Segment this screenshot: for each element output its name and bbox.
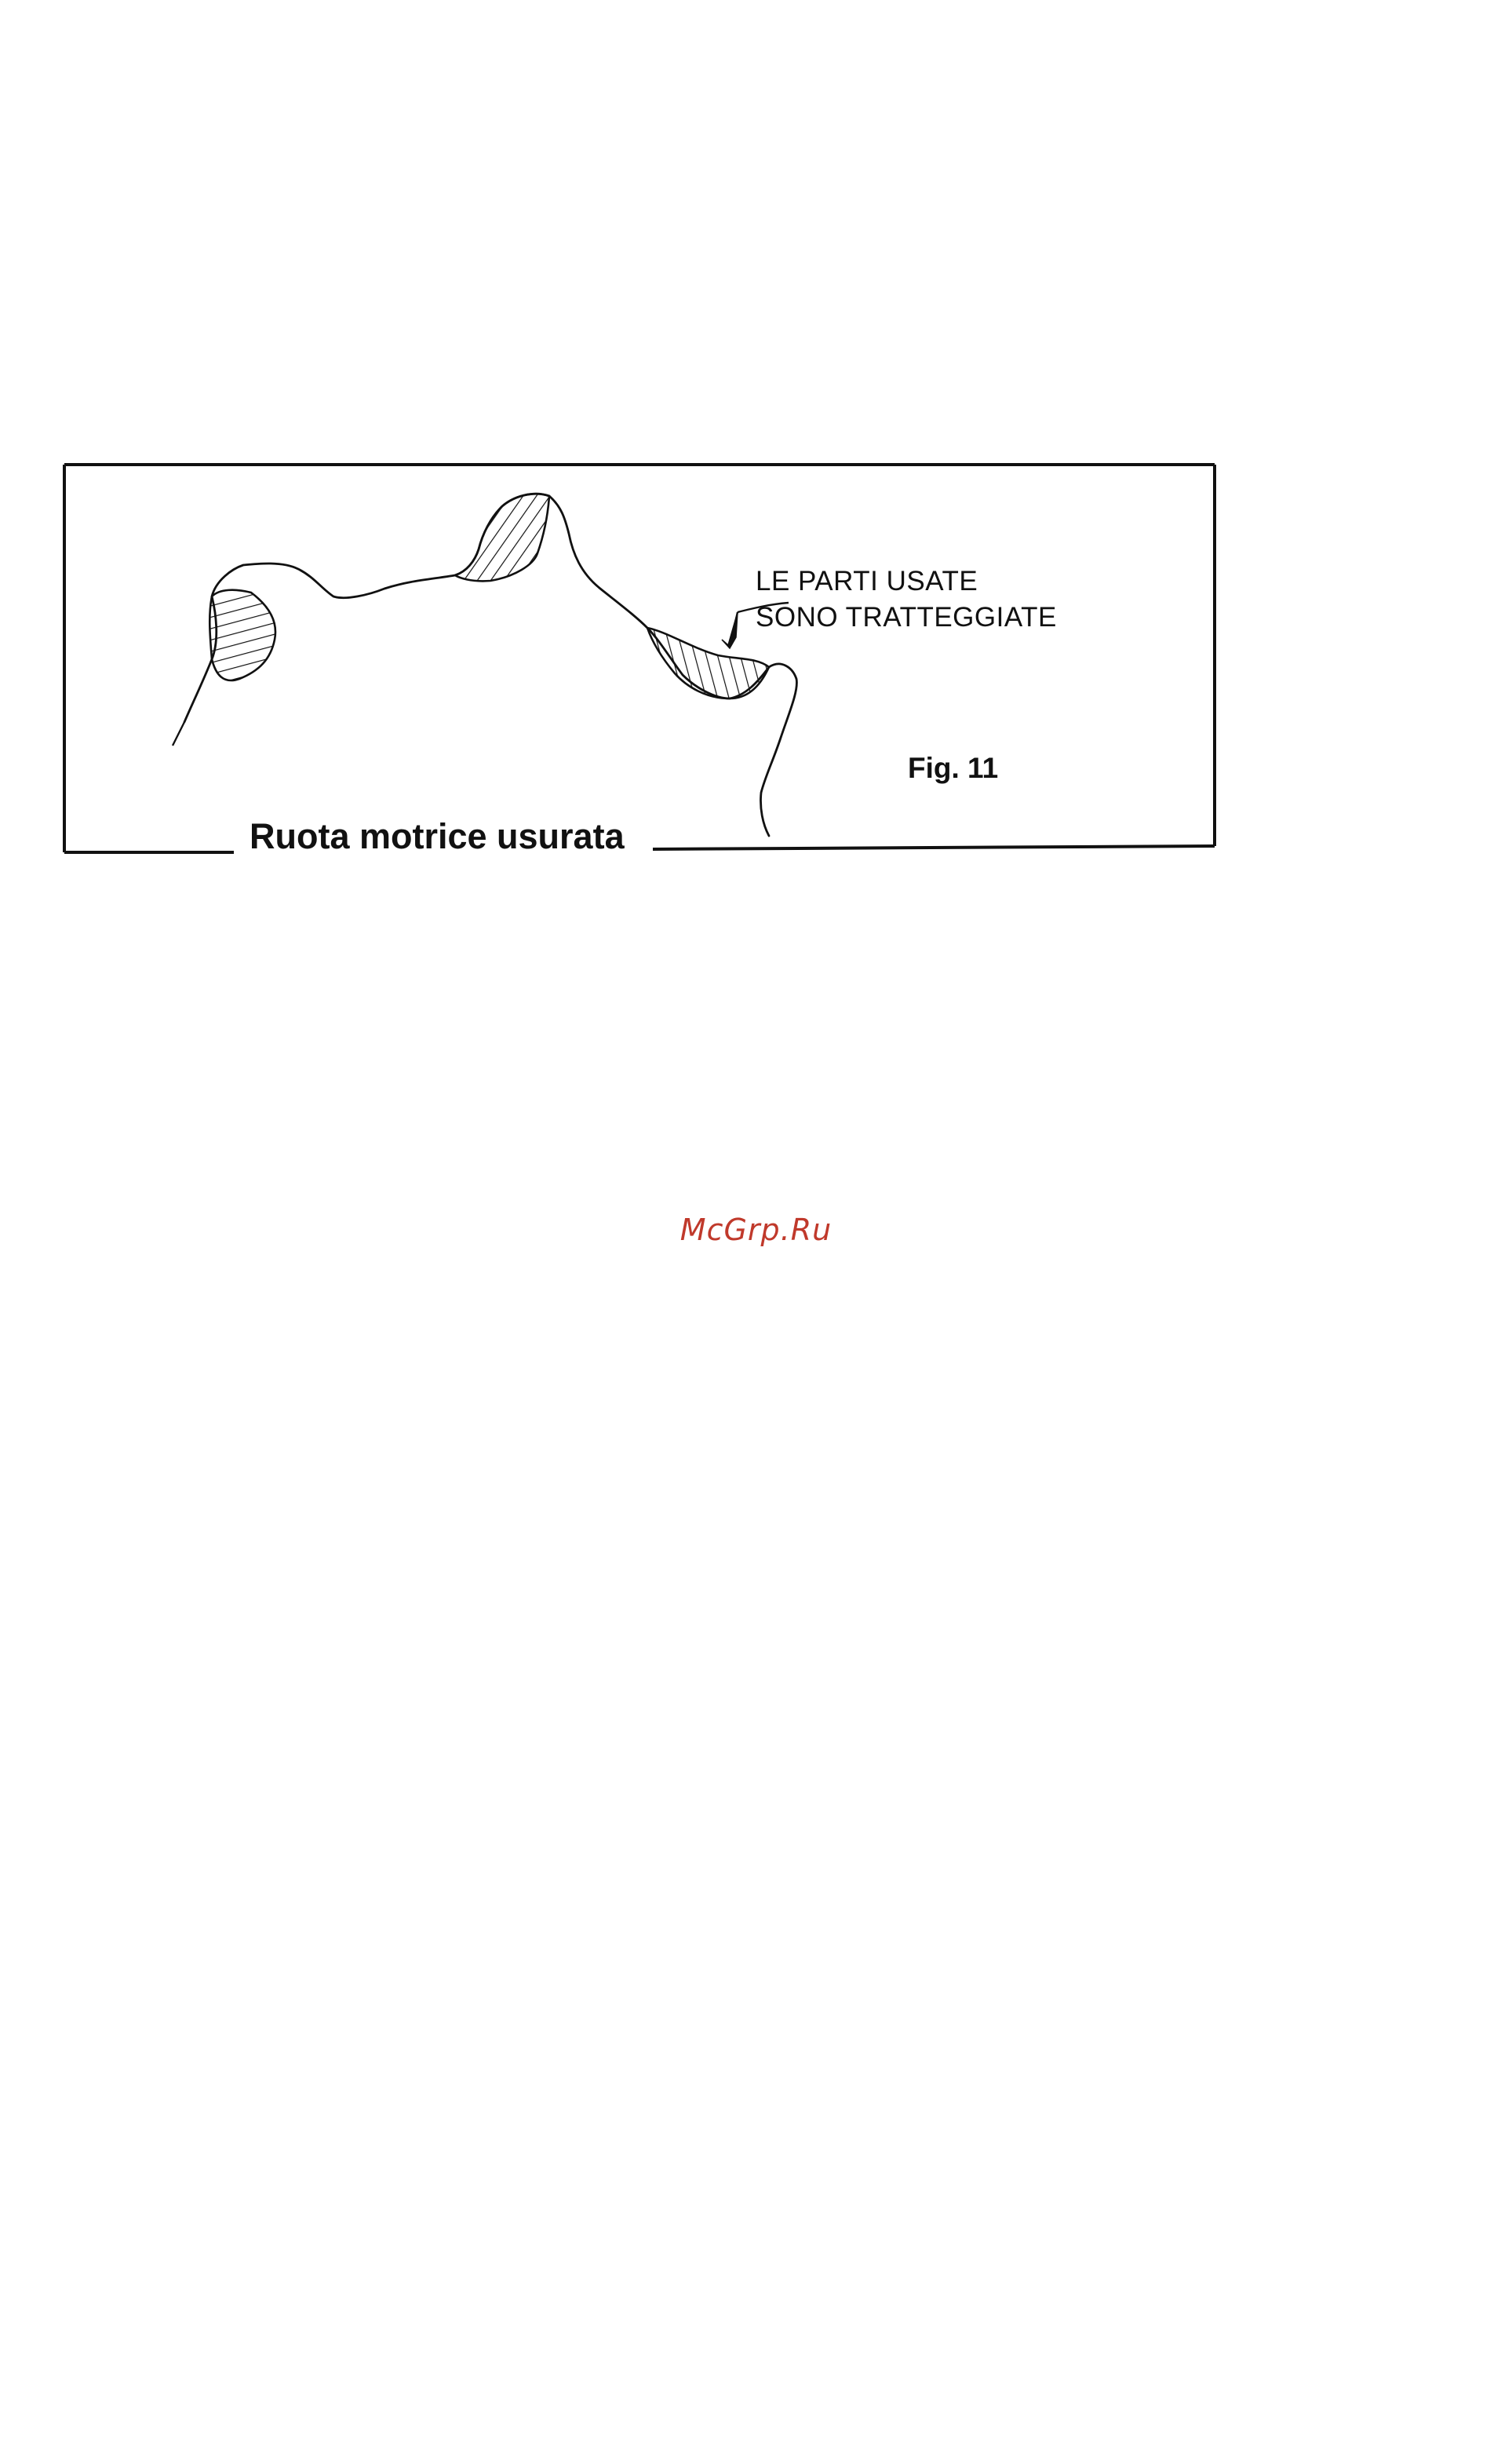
callout-line-2: SONO TRATTEGGIATE [756, 602, 1057, 633]
callout-line-1: LE PARTI USATE [756, 566, 978, 596]
figure-number: Fig. 11 [908, 752, 999, 784]
watermark: McGrp.Ru [679, 1213, 833, 1247]
worn-area-top [455, 494, 549, 581]
worn-area-right [647, 628, 769, 698]
sprocket-figure [63, 463, 1216, 856]
callout-text [756, 564, 1057, 636]
worn-area-left [209, 590, 275, 680]
worn-sprocket-drawing [63, 463, 1216, 848]
figure-caption: Ruota motrice usurata [242, 816, 632, 857]
